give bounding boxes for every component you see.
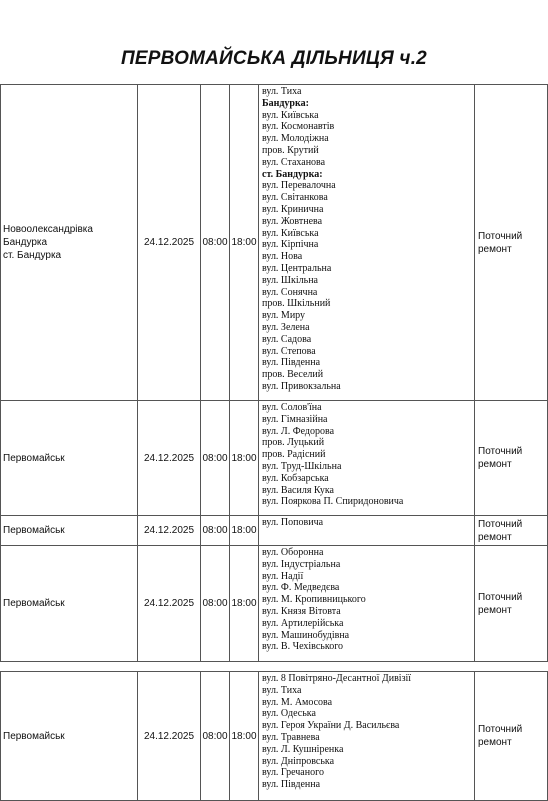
page-title: ПЕРВОМАЙСЬКА ДІЛЬНИЦЯ ч.2 (121, 48, 427, 69)
start-time-cell: 08:00 (201, 672, 230, 801)
street-item: вул. Садова (262, 333, 312, 345)
streets-cell (259, 672, 475, 801)
street-item: пров. Крутий (262, 144, 319, 156)
street-item: вул. Південна (262, 779, 321, 791)
street-item: пров. Шкільний (262, 298, 331, 310)
end-time-cell: 18:00 (230, 516, 259, 546)
street-item: вул. Травнева (262, 731, 320, 743)
location-name: Первомайськ (3, 452, 65, 464)
start-time-cell: 08:00 (201, 516, 230, 546)
street-item: вул. Артилерійська (262, 617, 344, 629)
street-item: вул. Ф. Медведєва (262, 582, 340, 594)
settlement-heading: ст. Бандурка: (262, 168, 323, 180)
streets-cell (259, 516, 475, 546)
table-row (1, 672, 548, 801)
date-cell: 24.12.2025 (138, 401, 201, 516)
work-type-cell: Поточний ремонт (475, 401, 548, 516)
work-type-cell: Поточний ремонт (475, 546, 548, 662)
location-name: Первомайськ (3, 525, 65, 536)
street-item: пров. Радісний (262, 449, 326, 461)
work-type-cell: Поточний ремонт (475, 672, 548, 801)
location-name: Первомайськ (3, 730, 65, 742)
location-name: Бандурка (3, 237, 48, 248)
street-item: вул. Тиха (262, 684, 302, 696)
street-item: вул. Нова (262, 251, 303, 263)
work-type-cell: Поточний ремонт (475, 516, 548, 546)
street-item: вул. Стаханова (262, 156, 326, 168)
streets-cell (259, 85, 475, 401)
street-item: вул. Південна (262, 357, 321, 369)
street-item: пров. Веселий (262, 369, 324, 381)
street-item: вул. Солов'їна (262, 402, 322, 413)
street-item: вул. Світанкова (262, 192, 328, 204)
street-item: вул. Дніпровська (262, 755, 335, 767)
date-cell: 24.12.2025 (138, 85, 201, 401)
street-item: вул. Київська (262, 227, 319, 239)
street-item: вул. Київська (262, 109, 319, 121)
end-time-cell: 18:00 (230, 401, 259, 516)
outage-table (0, 84, 548, 662)
street-item: вул. Зелена (262, 321, 310, 333)
start-time-cell: 08:00 (201, 401, 230, 516)
streets-cell (259, 546, 475, 662)
street-item: вул. Труд-Шкільна (262, 460, 342, 472)
table-row (1, 516, 548, 546)
settlement-heading: Бандурка: (262, 97, 309, 109)
end-time-cell: 18:00 (230, 546, 259, 662)
street-item: вул. Привокзальна (262, 380, 341, 392)
street-item: вул. Поповича (262, 517, 324, 528)
table-row (1, 401, 548, 516)
street-item: вул. Л. Кушніренка (262, 743, 344, 755)
location-name: ст. Бандурка (3, 250, 62, 261)
street-item: вул. Машинобудівна (262, 629, 350, 641)
street-item: вул. Василя Кука (262, 484, 334, 496)
end-time-cell: 18:00 (230, 85, 259, 401)
street-item: вул. Одеська (262, 708, 316, 720)
streets-cell (259, 401, 475, 516)
street-item: вул. Героя України Д. Васильєва (262, 720, 400, 732)
location-cell (1, 672, 138, 801)
street-item: вул. Криничнa (262, 203, 324, 215)
street-item: вул. Сонячна (262, 286, 318, 298)
street-item: вул. Шкільна (262, 274, 318, 286)
start-time-cell: 08:00 (201, 546, 230, 662)
street-item: вул. Гімназійна (262, 413, 328, 425)
street-item: вул. Космонавтів (262, 121, 335, 133)
street-item: вул. Молодіжна (262, 133, 329, 145)
end-time-cell: 18:00 (230, 672, 259, 801)
street-item: вул. Кобзарська (262, 472, 329, 484)
street-item: вул. Л. Федорова (262, 425, 335, 437)
location-name: Новоолександрівка (3, 224, 93, 235)
location-cell (1, 516, 138, 546)
street-item: вул. Центральна (262, 262, 332, 274)
street-item: вул. В. Чехівського (262, 641, 344, 653)
street-item: вул. Князя Вітовта (262, 605, 341, 617)
street-item: вул. Жовтнева (262, 215, 323, 227)
table-row (1, 85, 548, 401)
outage-table-continued (0, 671, 548, 801)
start-time-cell: 08:00 (201, 85, 230, 401)
street-item: вул. Кірпічна (262, 239, 319, 251)
date-cell: 24.12.2025 (138, 672, 201, 801)
street-item: вул. Гречаного (262, 767, 324, 779)
location-cell (1, 401, 138, 516)
street-item: вул. Тиха (262, 86, 302, 97)
street-item: пров. Луцький (262, 437, 325, 449)
street-item: вул. Надії (262, 570, 304, 582)
street-item: вул. Індустріальна (262, 558, 341, 570)
street-item: вул. М. Кропивницького (262, 594, 366, 606)
street-item: вул. Степова (262, 345, 316, 357)
location-name: Первомайськ (3, 598, 65, 609)
date-cell: 24.12.2025 (138, 516, 201, 546)
street-item: вул. Перевалочна (262, 180, 336, 192)
location-cell (1, 85, 138, 401)
location-cell (1, 546, 138, 662)
table-row (1, 546, 548, 662)
street-item: вул. Миру (262, 310, 306, 322)
work-type-cell: Поточний ремонт (475, 85, 548, 401)
street-item: вул. Оборонна (262, 547, 324, 558)
street-item: вул. Пояркова П. Спиридоновича (262, 496, 404, 508)
street-item: вул. М. Амосова (262, 696, 333, 708)
date-cell: 24.12.2025 (138, 546, 201, 662)
street-item: вул. 8 Повітряно-Десантної Дивізії (262, 673, 412, 684)
